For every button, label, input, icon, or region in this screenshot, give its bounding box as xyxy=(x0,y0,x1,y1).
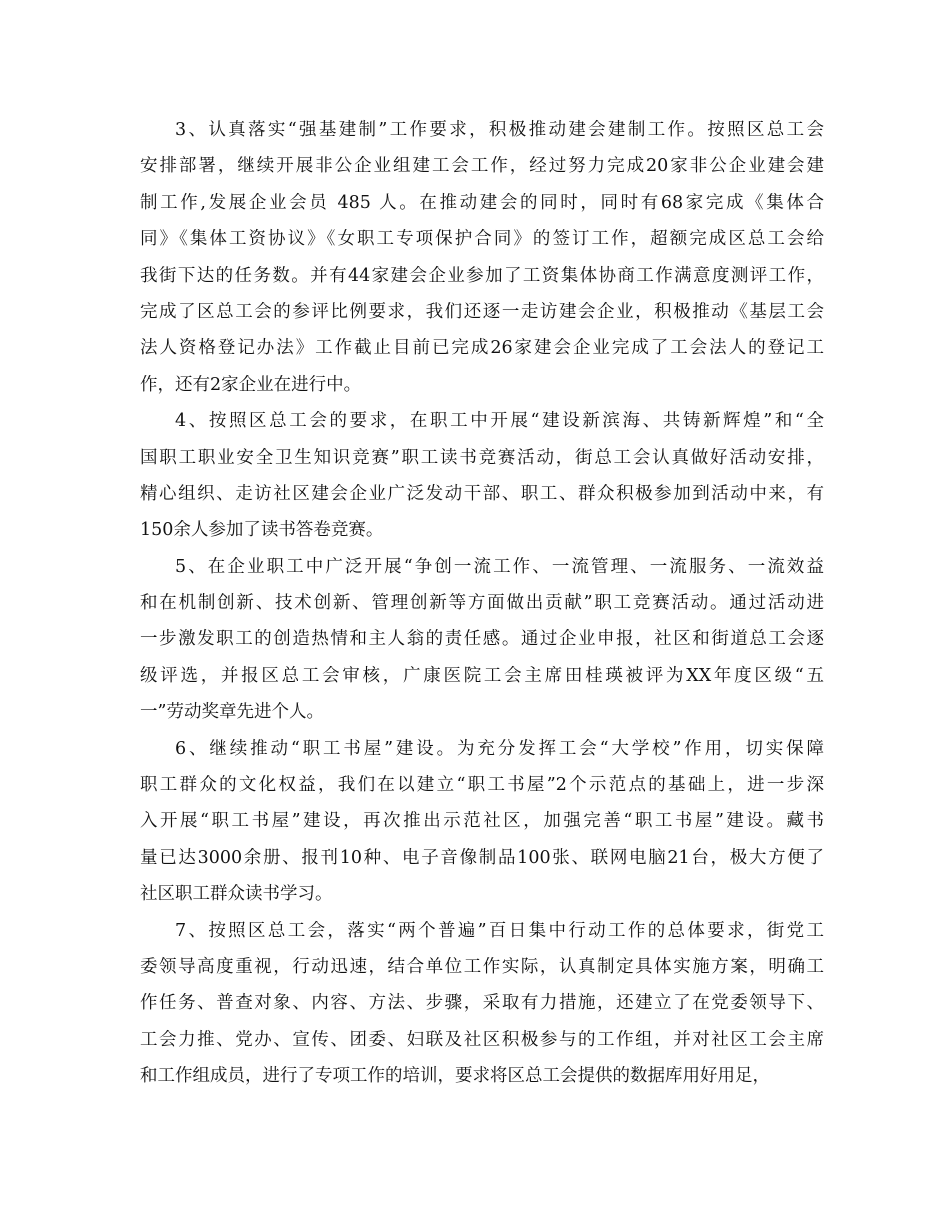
text-line: 我街下达的任务数。并有44家建会企业参加了工资集体协商工作满意度测评工作， xyxy=(140,265,824,286)
text-line: 工会力推、党办、宣传、团委、妇联及社区积极参与的工作组，并对社区工会主席 xyxy=(140,1029,824,1050)
text-line: 6、继续推动“职工书屋”建设。为充分发挥工会“大学校”作用，切实保障 xyxy=(175,738,824,759)
text-line: 和工作组成员，进行了专项工作的培训，要求将区总工会提供的数据库用好用足， xyxy=(140,1066,770,1087)
text-line: 作，还有2家企业在进行中。 xyxy=(140,374,362,395)
text-line: 量已达3000余册、报刊10种、电子音像制品100张、联网电脑21台，极大方便了 xyxy=(140,847,824,868)
text-line: 5、在企业职工中广泛开展“争创一流工作、一流管理、一流服务、一流效益 xyxy=(175,556,824,577)
text-line: 精心组织、走访社区建会企业广泛发动干部、职工、群众积极参加到活动中来，有 xyxy=(140,483,824,504)
paragraph xyxy=(140,112,824,403)
text-line: 一步激发职工的创造热情和主人翁的责任感。通过企业申报，社区和街道总工会逐 xyxy=(140,629,824,650)
text-line: 国职工职业安全卫生知识竞赛”职工读书竞赛活动，街总工会认真做好活动安排， xyxy=(140,447,824,468)
text-line: 作任务、普查对象、内容、方法、步骤，采取有力措施，还建立了在党委领导下、 xyxy=(140,993,824,1014)
text-line: 150余人参加了读书答卷竞赛。 xyxy=(140,520,384,541)
text-line: 制工作,发展企业会员 485 人。在推动建会的同时，同时有68家完成《集体合 xyxy=(140,192,824,213)
text-line: 职工群众的文化权益，我们在以建立“职工书屋”2个示范点的基础上，进一步深 xyxy=(140,775,824,796)
paragraph xyxy=(140,403,824,549)
text-line: 委领导高度重视，行动迅速，结合单位工作实际，认真制定具体实施方案，明确工 xyxy=(140,956,824,977)
text-line: 入开展“职工书屋”建设，再次推出示范社区，加强完善“职工书屋”建设。藏书 xyxy=(140,811,824,832)
document-body xyxy=(140,112,824,1095)
text-line: 和在机制创新、技术创新、管理创新等方面做出贡献”职工竞赛活动。通过活动进 xyxy=(140,593,824,614)
text-line: 3、认真落实“强基建制”工作要求，积极推动建会建制工作。按照区总工会 xyxy=(175,120,824,140)
paragraph xyxy=(140,913,824,1095)
text-line: 级评选，并报区总工会审核，广康医院工会主席田桂瑛被评为XX年度区级“五 xyxy=(140,665,824,686)
text-line: 7、按照区总工会，落实“两个普遍”百日集中行动工作的总体要求，街党工 xyxy=(175,920,824,941)
paragraph xyxy=(140,549,824,731)
text-line: 法人资格登记办法》工作截止目前已完成26家建会企业完成了工会法人的登记工 xyxy=(140,338,824,359)
text-line: 完成了区总工会的参评比例要求，我们还逐一走访建会企业，积极推动《基层工会 xyxy=(140,301,824,322)
text-line: 安排部署，继续开展非公企业组建工会工作，经过努力完成20家非公企业建会建 xyxy=(140,156,824,177)
text-line: 社区职工群众读书学习。 xyxy=(140,884,333,905)
text-line: 同》《集体工资协议》《女职工专项保护合同》的签订工作，超额完成区总工会给 xyxy=(140,229,824,250)
text-line: 一”劳动奖章先进个人。 xyxy=(140,702,324,723)
paragraph xyxy=(140,731,824,913)
text-line: 4、按照区总工会的要求，在职工中开展“建设新滨海、共铸新辉煌”和“全 xyxy=(175,411,824,432)
